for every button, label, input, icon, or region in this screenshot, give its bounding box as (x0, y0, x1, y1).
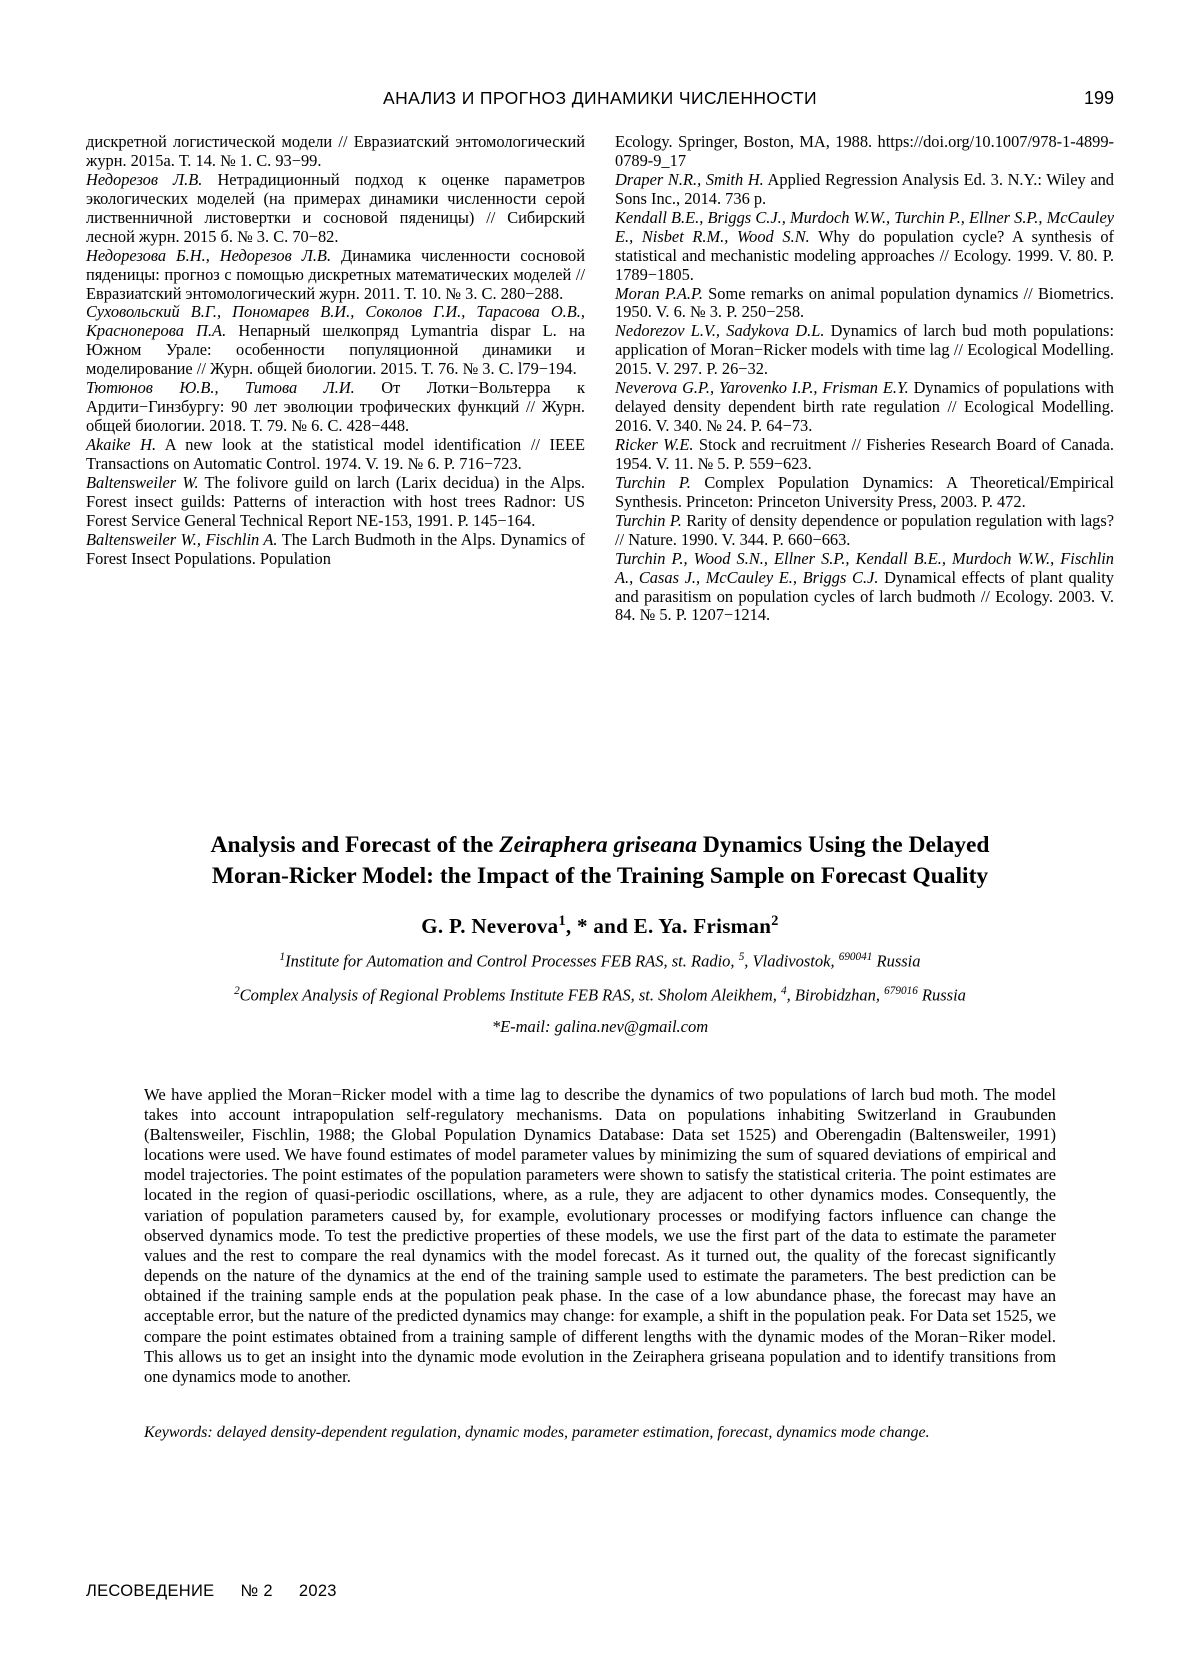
reference-authors: Недорезов Л.В. (86, 169, 203, 189)
affiliation-marker: 9 (895, 984, 901, 997)
footer-year: 2023 (298, 1582, 337, 1600)
affiliation-marker: 9 (844, 951, 850, 964)
reference-item-left-3: Суховольский В.Г., Пономарев В.И., Соколов Г.И., Тарасова О.В., Красноперова П.А. Непарный шелкопряд Lymantria dispar L. на Южном Урале: особенности популяционной динамики и моделирование // Журн. общей биологии. 2015. Т. 76. № 3. С. l79−194. (86, 302, 585, 379)
reference-item-left-7: Baltensweiler W., Fischlin A. The Larch Budmoth in the Alps. Dynamics of Forest Insect Populations. Population (86, 529, 585, 568)
references-right-column (615, 133, 1114, 625)
affiliation-1: $^1$Institute for Automation and Control Processes FEB RAS, st. Radio, $^5$, Vladivostok, $^{690041}$ Russia (279, 951, 921, 971)
reference-authors: Nedorezov L.V., Sadykova D.L. (615, 321, 825, 341)
reference-item-right-2: Kendall B.E., Briggs C.J., Murdoch W.W., Turchin P., Ellner S.P., McCauley E., Nisbet R.M., Wood S.N. Why do population cycle? A synthesis of statistical and mechanistic modeling approaches // Ecology. 1999. V. 80. P. 1789−1805. (615, 207, 1114, 284)
footer (86, 1582, 337, 1601)
reference-item-left-2: Недорезова Б.Н., Недорезов Л.В. Динамика численности сосновой пяденицы: прогноз с помощью дискретных математических моделей // Евразиатский энтомологический журн. 2011. Т. 10. № 3. С. 280−288. (86, 245, 585, 303)
article-title (104, 830, 1096, 891)
affiliation-marker: 1 (906, 984, 913, 997)
reference-authors: Turchin P. (615, 472, 691, 492)
reference-item-right-6: Ricker W.E. Stock and recruitment // Fisheries Research Board of Canada. 1954. V. 11. № 5. P. 559−623. (615, 435, 1114, 473)
keywords: Keywords: delayed density-dependent regulation, dynamic modes, parameter estimation, forecast, dynamics mode change. (144, 1423, 930, 1441)
affiliation-marker: 7 (889, 984, 896, 997)
reference-item-right-8: Turchin P. Rarity of density dependence or population regulation with lags? // Nature. 1990. V. 344. P. 660−663. (615, 510, 1114, 549)
reference-authors: Суховольский В.Г., Пономарев В.И., Соколов Г.И., Тарасова О.В., Красноперова П.А. (86, 302, 585, 341)
affiliation-marker: 6 (838, 951, 845, 964)
reference-item-left-4: Тютюнов Ю.В., Титова Л.И. От Лотки−Вольтерра к Ардити−Гинзбургу: 90 лет эволюции трофических функций // Журн. общей биологии. 2018. Т. 79. № 6. С. 428−448. (86, 378, 585, 436)
article-title-line-2: Moran-Ricker Model: the Impact of the Training Sample on Forecast Quality (211, 862, 989, 889)
reference-authors: Baltensweiler W. (86, 472, 199, 492)
affiliation-marker: 6 (912, 984, 918, 997)
reference-item-right-0: Ecology. Springer, Boston, MA, 1988. https://doi.org/10.1007/978-1-4899-0789-9_17 (615, 132, 1114, 170)
article-header (86, 830, 1114, 1442)
affiliation-2: $^2$Complex Analysis of Regional Problems Institute FEB RAS, st. Sholom Aleikhem, $^4$, Birobidzhan, $^{679016}$ Russia (234, 984, 966, 1005)
reference-authors: Akaike H. (86, 435, 157, 454)
reference-item-right-9: Turchin P., Wood S.N., Ellner S.P., Kendall B.E., Murdoch W.W., Fischlin A., Casas J., McCauley E., Briggs C.J. Dynamical effects of plant quality and parasitism on population cycles of larch budmoth // Ecology. 2003. V. 84. № 5. P. 1207−1214. (615, 548, 1114, 625)
reference-item-left-6: Baltensweiler W. The folivore guild on larch (Larix decidua) in the Alps. Forest insect guilds: Patterns of interaction with host trees Radnor: US Forest Service General Technical Report NE-153, 1991. P. 145−164. (86, 472, 585, 530)
page-number: 199 (1083, 88, 1114, 108)
abstract: We have applied the Moran−Ricker model with a time lag to describe the dynamics of two populations of larch bud moth. The model takes into account intrapopulation self-regulatory mechanisms. Data on populations inhabiting Switzerland in Graubunden (Baltensweiler, Fischlin, 1988; the Global Population Dynamics Database: Data set 1525) and Oberengadin (Baltensweiler, 1991) locations were used. We have found estimates of model parameter values by minimizing the sum of squared deviations of empirical and model trajectories. The point estimates of the population parameters were shown to satisfy the statistical criteria. The point estimates are located in the region of quasi-periodic oscillations, where, as a rule, they are adjacent to other dynamics modes. Consequently, the variation of population parameters caused by, for example, evolutionary processes or modifying factors influence can change the observed dynamics mode. To test the predictive properties of these models, we use the first part of the data to estimate the parameter values and the rest to compare the real dynamics with the model forecast. As it turned out, the quality of the forecast significantly depends on the nature of the dynamics at the end of the training sample used to estimate the parameters. The best prediction can be obtained if the training sample ends at the population peak phase. In the case of a low abundance phase, the forecast may have an acceptable error, but the nature of the predicted dynamics may change: for example, a shift in the population peak. For Data set 1525, we compare the point estimates obtained from a training sample of different lengths with the dynamic modes of the Moran−Riker model. This allows us to get an insight into the dynamic mode evolution in the Zeiraphera griseana population and to identify transitions from one dynamics mode to another. (144, 1084, 1056, 1386)
affiliation-marker: 1 (866, 951, 873, 964)
reference-item-right-5: Neverova G.P., Yarovenko I.P., Frisman E.Y. Dynamics of populations with delayed density dependent birth rate regulation // Ecological Modelling. 2016. V. 340. № 24. P. 64−73. (615, 378, 1114, 436)
reference-authors: Ricker W.E. (615, 435, 694, 454)
footer-journal: ЛЕСОВЕДЕНИЕ (86, 1582, 215, 1600)
reference-authors: Draper N.R., Smith H. (615, 169, 764, 189)
reference-item-right-1: Draper N.R., Smith H. Applied Regression Analysis Ed. 3. N.Y.: Wiley and Sons Inc., 2014. 736 p. (615, 169, 1114, 208)
running-head-title: АНАЛИЗ И ПРОГНОЗ ДИНАМИКИ ЧИСЛЕННОСТИ (383, 88, 817, 108)
reference-item-right-4: Nedorezov L.V., Sadykova D.L. Dynamics of larch bud moth populations: application of Moran−Ricker models with time lag // Ecological Modelling. 2015. V. 297. P. 26−32. (615, 321, 1114, 379)
article-title-part-1: Analysis and Forecast of the (210, 832, 500, 858)
references-section (86, 133, 1114, 625)
article-title-part-2: Dynamics Using the Delayed (697, 832, 990, 858)
reference-item-left-0: дискретной логистической модели // Евразиатский энтомологический журн. 2015а. Т. 14. № 1. С. 93−99. (86, 132, 585, 170)
affiliation-marker: 6 (884, 984, 890, 997)
reference-authors: Neverova G.P., Yarovenko I.P., Frisman E.Y. (615, 378, 909, 398)
reference-item-left-5: Akaike H. A new look at the statistical model identification // IEEE Transactions on Automatic Control. 1974. V. 19. № 6. P. 716−723. (86, 435, 585, 473)
reference-item-right-3: Moran P.A.P. Some remarks on animal population dynamics // Biometrics. 1950. V. 6. № 3. P. 250−258. (615, 283, 1114, 322)
reference-authors: Baltensweiler W., Fischlin A. (86, 529, 278, 549)
affiliation-marker: 0 (900, 984, 907, 997)
reference-authors: Moran P.A.P. (615, 283, 703, 303)
references-left-column (86, 133, 585, 625)
affiliation-marker: 1 (279, 951, 286, 964)
affiliation-marker: 5 (738, 951, 745, 964)
affiliation-marker: 1 (558, 913, 566, 930)
affiliation-marker: 0 (849, 951, 856, 964)
affiliation-marker: 4 (861, 951, 867, 964)
authors: G. P. Neverova$^1$, * and E. Ya. Frisman$^2$ (421, 913, 779, 939)
reference-authors: Kendall B.E., Briggs C.J., Murdoch W.W., Turchin P., Ellner S.P., McCauley E., Nisbet R.M., Wood S.N. (615, 207, 1114, 246)
affiliation-marker: 2 (771, 913, 779, 930)
affiliation-marker: 0 (855, 951, 862, 964)
email: *E-mail: galina.nev@gmail.com (491, 1016, 709, 1036)
affiliation-marker: 4 (781, 984, 787, 997)
footer-issue: № 2 (240, 1582, 273, 1600)
reference-authors: Turchin P. (615, 510, 682, 530)
reference-authors: Turchin P., Wood S.N., Ellner S.P., Kendall B.E., Murdoch W.W., Fischlin A., Casas J., McCauley E., Briggs C.J. (615, 548, 1114, 587)
reference-authors: Недорезова Б.Н., Недорезов Л.В. (86, 245, 332, 265)
article-title-species: Zeiraphera griseana (499, 832, 698, 858)
reference-item-right-7: Turchin P. Complex Population Dynamics: A Theoretical/Empirical Synthesis. Princeton: Princeton University Press, 2003. P. 472. (615, 472, 1114, 511)
affiliation-marker: 2 (234, 984, 240, 997)
running-head (86, 88, 1114, 109)
reference-item-left-1: Недорезов Л.В. Нетрадиционный подход к оценке параметров экологических моделей (на примерах динамики численности серой лиственничной листовертки и сосновой пяденицы) // Сибирский лесной журн. 2015 б. № 3. С. 70−82. (86, 169, 585, 246)
reference-authors: Тютюнов Ю.В., Титова Л.И. (86, 378, 355, 398)
